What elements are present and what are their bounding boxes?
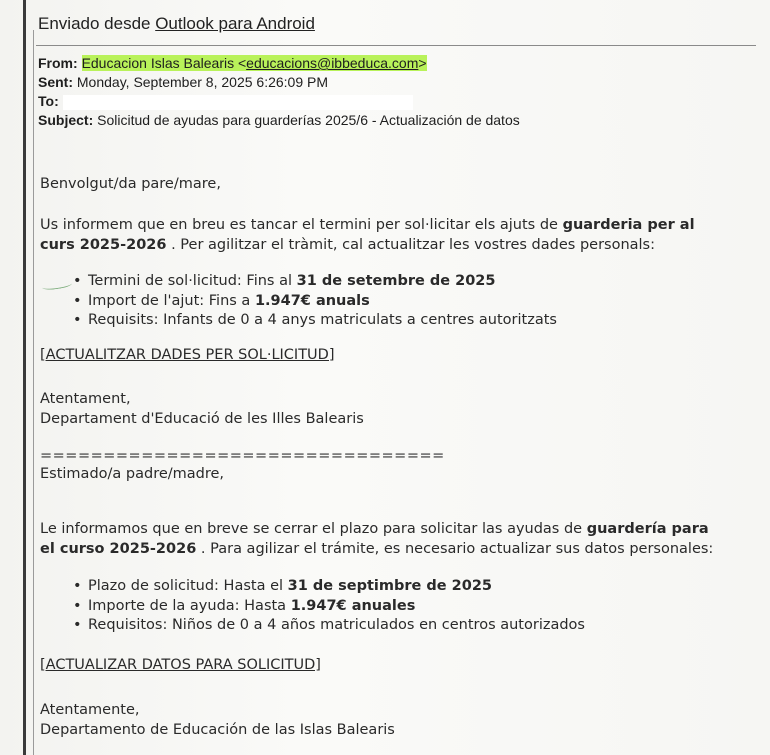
from-email-link[interactable]: educacions@ibbeduca.com — [246, 55, 419, 71]
list-item — [73, 311, 557, 331]
margin-rule-secondary — [33, 30, 34, 755]
spanish-intro — [40, 519, 750, 559]
catalan-intro-bold-2: curs 2025-2026 — [40, 237, 167, 253]
pen-mark — [42, 280, 73, 291]
bullet-bold: 1.947€ anuales — [290, 597, 416, 614]
margin-rule — [23, 0, 26, 755]
spanish-bullet-list — [73, 577, 585, 636]
sent-from-prefix: Enviado desde — [38, 14, 156, 33]
catalan-signature: Departament d'Educació de les Illes Balearis — [40, 411, 364, 427]
from-close: > — [418, 55, 427, 71]
bullet-text: Plazo de solicitud: Hasta el — [88, 578, 288, 594]
catalan-intro-text-2: . Per agilitzar el tràmit, cal actualitzar les vostres dades personals: — [166, 237, 655, 253]
redacted-recipient — [63, 95, 413, 110]
bullet-bold: 31 de setembre de 2025 — [296, 273, 496, 289]
header-divider — [36, 45, 756, 46]
catalan-update-link[interactable]: [ACTUALITZAR DADES PER SOL·LICITUD] — [40, 347, 335, 363]
list-item — [73, 292, 557, 312]
sent-row — [38, 73, 738, 92]
spanish-intro-bold-2: el curso 2025-2026 — [40, 541, 197, 557]
spanish-closing: Atentamente, — [40, 702, 140, 718]
catalan-intro-bold-1: guarderia per al — [562, 217, 695, 233]
sent-value: Monday, September 8, 2025 6:26:09 PM — [76, 74, 329, 90]
from-label: From: — [38, 55, 78, 71]
subject-row — [38, 111, 738, 130]
subject-label: Subject: — [38, 112, 94, 128]
spanish-greeting: Estimado/a padre/madre, — [40, 466, 225, 482]
from-name: Educacion Islas Balearis < — [81, 55, 247, 71]
bullet-text: Import de l'ajut: Fins a — [88, 292, 255, 309]
list-item — [73, 616, 585, 636]
bullet-text: Importe de la ayuda: Hasta — [88, 597, 291, 614]
from-row — [38, 54, 738, 73]
subject-value: Solicitud de ayudas para guarderías 2025/6 - Actualización de datos — [97, 112, 520, 128]
catalan-intro — [40, 215, 750, 255]
spanish-intro-bold-1: guardería para — [586, 521, 709, 537]
email-headers — [38, 54, 738, 130]
outlook-link[interactable]: Outlook para Android — [155, 14, 315, 33]
bullet-text: Requisits: Infants de 0 a 4 anys matriculats a centres autoritzats — [88, 312, 557, 328]
catalan-closing: Atentament, — [40, 391, 131, 407]
list-item — [73, 272, 557, 292]
bullet-text: Requisitos: Niños de 0 a 4 años matriculados en centros autorizados — [88, 617, 585, 633]
spanish-update-link[interactable]: [ACTUALIZAR DATOS PARA SOLICITUD] — [40, 657, 321, 673]
bullet-bold: 31 de septimbre de 2025 — [287, 578, 492, 594]
to-label: To: — [38, 93, 59, 109]
catalan-greeting: Benvolgut/da pare/mare, — [40, 176, 221, 192]
list-item — [73, 597, 585, 617]
sent-from-line — [38, 14, 315, 34]
list-item — [73, 577, 585, 597]
catalan-bullet-list — [73, 272, 557, 331]
spanish-intro-text-2: . Para agilizar el trámite, es necesario actualizar sus datos personales: — [196, 541, 714, 557]
catalan-intro-text-1: Us informem que en breu es tancar el termini per sol·licitar els ajuts de — [40, 217, 563, 233]
bullet-bold: 1.947€ anuals — [254, 292, 370, 309]
bullet-text: Termini de sol·licitud: Fins al — [88, 273, 297, 289]
spanish-signoff — [40, 700, 750, 740]
catalan-signoff — [40, 389, 750, 429]
spanish-intro-text-1: Le informamos que en breve se cerrar el plazo para solicitar las ayudas de — [40, 521, 587, 537]
spanish-signature: Departamento de Educación de las Islas Balearis — [40, 722, 395, 738]
sent-label: Sent: — [38, 74, 73, 90]
to-row — [38, 92, 738, 111]
language-separator: ================================ — [40, 448, 445, 464]
from-highlight — [82, 55, 427, 71]
